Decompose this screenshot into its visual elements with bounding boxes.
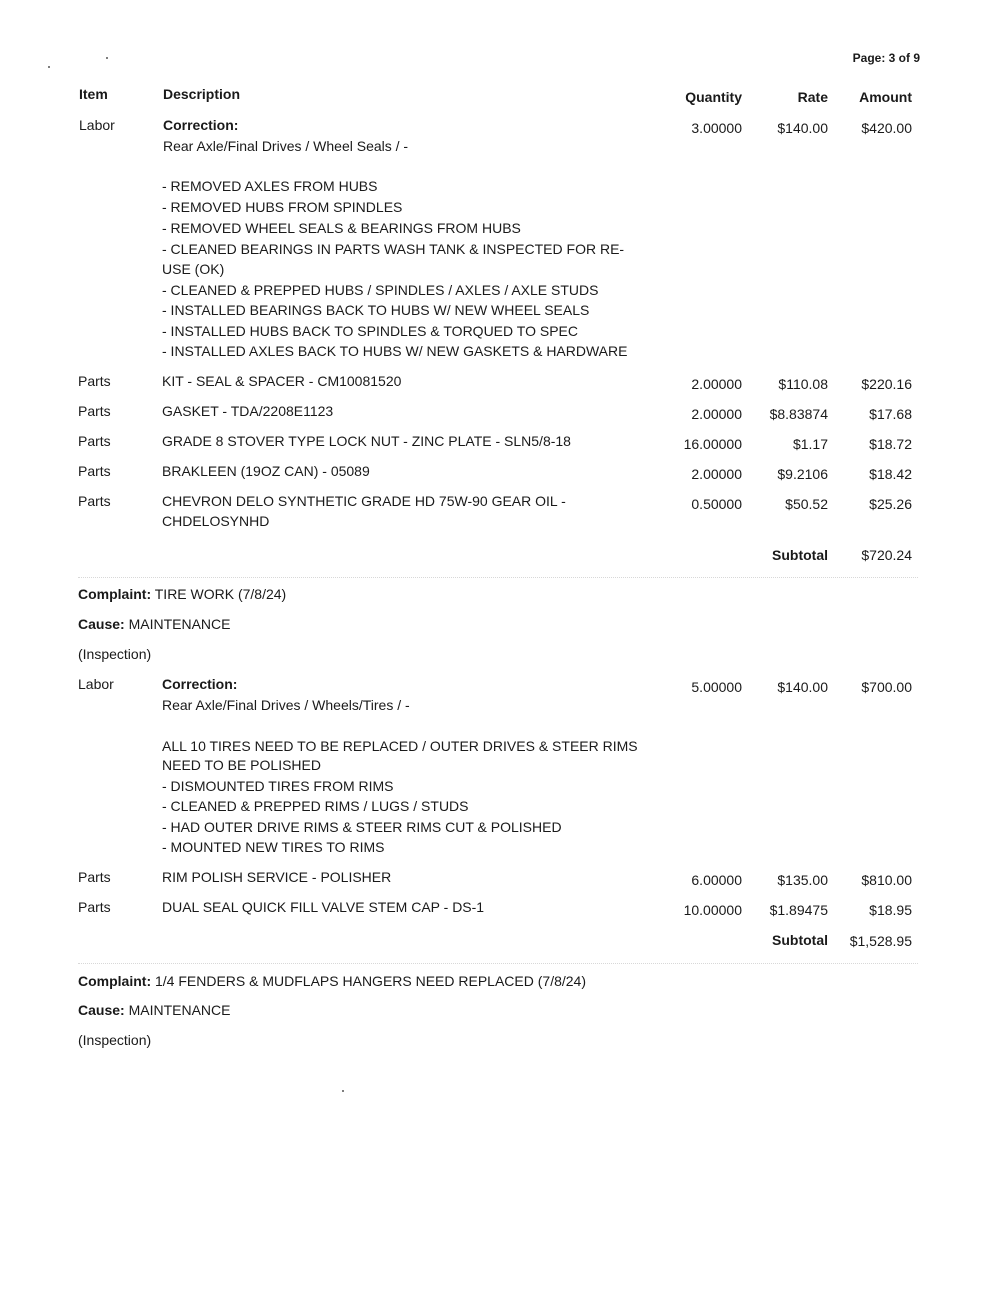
subtotal-label: Subtotal: [772, 547, 828, 563]
part-description: RIM POLISH SERVICE - POLISHER: [162, 869, 392, 885]
rate: $1.89475: [769, 902, 828, 918]
part-description: BRAKLEEN (19OZ CAN) - 05089: [162, 463, 370, 479]
correction-label: Correction:: [162, 676, 238, 692]
amount: $220.16: [861, 376, 912, 392]
item-type: Parts: [78, 373, 111, 389]
quantity: 16.00000: [683, 436, 742, 452]
work-line: - MOUNTED NEW TIRES TO RIMS: [162, 839, 385, 855]
correction-system: Rear Axle/Final Drives / Wheel Seals / -: [163, 138, 409, 154]
rate: $135.00: [777, 872, 828, 888]
rate: $9.2106: [777, 466, 828, 482]
amount: $18.72: [869, 436, 912, 452]
item-type: Parts: [78, 869, 111, 885]
work-line: - REMOVED HUBS FROM SPINDLES: [162, 199, 403, 215]
scan-speck: [106, 57, 108, 59]
cause-label: Cause:: [78, 1002, 125, 1018]
rate: $110.08: [778, 376, 828, 392]
work-line: - INSTALLED BEARINGS BACK TO HUBS W/ NEW WHEEL SEALS: [162, 302, 590, 318]
header-quantity: Quantity: [685, 89, 742, 105]
header-amount: Amount: [859, 89, 912, 105]
quantity: 6.00000: [691, 872, 742, 888]
item-type: Parts: [78, 493, 111, 509]
part-description: CHEVRON DELO SYNTHETIC GRADE HD 75W-90 GEAR OIL -: [162, 493, 566, 509]
complaint-label: Complaint:: [78, 586, 152, 602]
cause-text: MAINTENANCE: [128, 1002, 231, 1018]
work-line: - CLEANED & PREPPED HUBS / SPINDLES / AXLES / AXLE STUDS: [162, 282, 599, 298]
complaint-line: [78, 586, 286, 602]
header-description: Description: [163, 86, 241, 102]
work-line: USE (OK): [162, 261, 225, 277]
complaint-label: Complaint:: [78, 973, 152, 989]
amount: $700.00: [861, 679, 912, 695]
work-line: - REMOVED WHEEL SEALS & BEARINGS FROM HUBS: [162, 220, 521, 236]
quantity: 0.50000: [691, 496, 742, 512]
rate: $140.00: [777, 120, 828, 136]
part-description: KIT - SEAL & SPACER - CM10081520: [162, 373, 402, 389]
amount: $420.00: [861, 120, 912, 136]
complaint-text: TIRE WORK (7/8/24): [154, 586, 287, 602]
item-type: Parts: [78, 403, 111, 419]
amount: $25.26: [869, 496, 912, 512]
work-line: - CLEANED BEARINGS IN PARTS WASH TANK & INSPECTED FOR RE-: [162, 241, 625, 257]
rate: $8.83874: [769, 406, 828, 422]
work-line: - HAD OUTER DRIVE RIMS & STEER RIMS CUT & POLISHED: [162, 819, 562, 835]
work-line: - INSTALLED AXLES BACK TO HUBS W/ NEW GASKETS & HARDWARE: [162, 343, 628, 359]
work-line: - INSTALLED HUBS BACK TO SPINDLES & TORQUED TO SPEC: [162, 323, 578, 339]
part-description: DUAL SEAL QUICK FILL VALVE STEM CAP - DS-1: [162, 899, 485, 915]
correction-system: Rear Axle/Final Drives / Wheels/Tires / -: [162, 697, 410, 713]
rate: $50.52: [785, 496, 828, 512]
item-type: Parts: [78, 899, 111, 915]
part-description-continued: CHDELOSYNHD: [162, 513, 270, 529]
part-description: GRADE 8 STOVER TYPE LOCK NUT - ZINC PLATE - SLN5/8-18: [162, 433, 571, 449]
amount: $810.00: [861, 872, 912, 888]
item-type: Labor: [79, 117, 115, 133]
rate: $1.17: [792, 436, 828, 452]
page-number: Page: 3 of 9: [852, 51, 920, 65]
correction-label: Correction:: [163, 117, 239, 133]
amount: $18.95: [869, 902, 912, 918]
section-divider: [78, 577, 918, 578]
amount: $18.42: [869, 466, 912, 482]
quantity: 2.00000: [691, 406, 742, 422]
part-description: GASKET - TDA/2208E1123: [162, 403, 334, 419]
amount: $17.68: [869, 406, 912, 422]
work-line: ALL 10 TIRES NEED TO BE REPLACED / OUTER DRIVES & STEER RIMS: [162, 738, 638, 754]
inspection-note: (Inspection): [78, 646, 152, 662]
work-line: - DISMOUNTED TIRES FROM RIMS: [162, 778, 394, 794]
quantity: 3.00000: [691, 120, 742, 136]
item-type: Labor: [78, 676, 114, 692]
header-rate: Rate: [797, 89, 828, 105]
subtotal-label: Subtotal: [772, 932, 828, 948]
quantity: 2.00000: [691, 466, 742, 482]
item-type: Parts: [78, 463, 111, 479]
work-line: - REMOVED AXLES FROM HUBS: [162, 178, 378, 194]
subtotal-amount: $1,528.95: [849, 933, 912, 949]
cause-text: MAINTENANCE: [128, 616, 231, 632]
header-item: Item: [79, 86, 108, 102]
complaint-line: [78, 973, 586, 989]
section-divider: [78, 963, 918, 964]
item-type: Parts: [78, 433, 111, 449]
quantity: 5.00000: [691, 679, 742, 695]
rate: $140.00: [777, 679, 828, 695]
scan-speck: [342, 1090, 344, 1092]
cause-label: Cause:: [78, 616, 125, 632]
cause-line: [78, 1002, 230, 1018]
scan-speck: [48, 66, 50, 68]
work-line: NEED TO BE POLISHED: [162, 757, 321, 773]
inspection-note: (Inspection): [78, 1032, 152, 1048]
complaint-text: 1/4 FENDERS & MUDFLAPS HANGERS NEED REPLACED (7/8/24): [155, 973, 587, 989]
quantity: 10.00000: [683, 902, 742, 918]
quantity: 2.00000: [691, 376, 742, 392]
subtotal-amount: $720.24: [861, 547, 912, 563]
work-line: - CLEANED & PREPPED RIMS / LUGS / STUDS: [162, 798, 469, 814]
cause-line: [78, 616, 230, 632]
